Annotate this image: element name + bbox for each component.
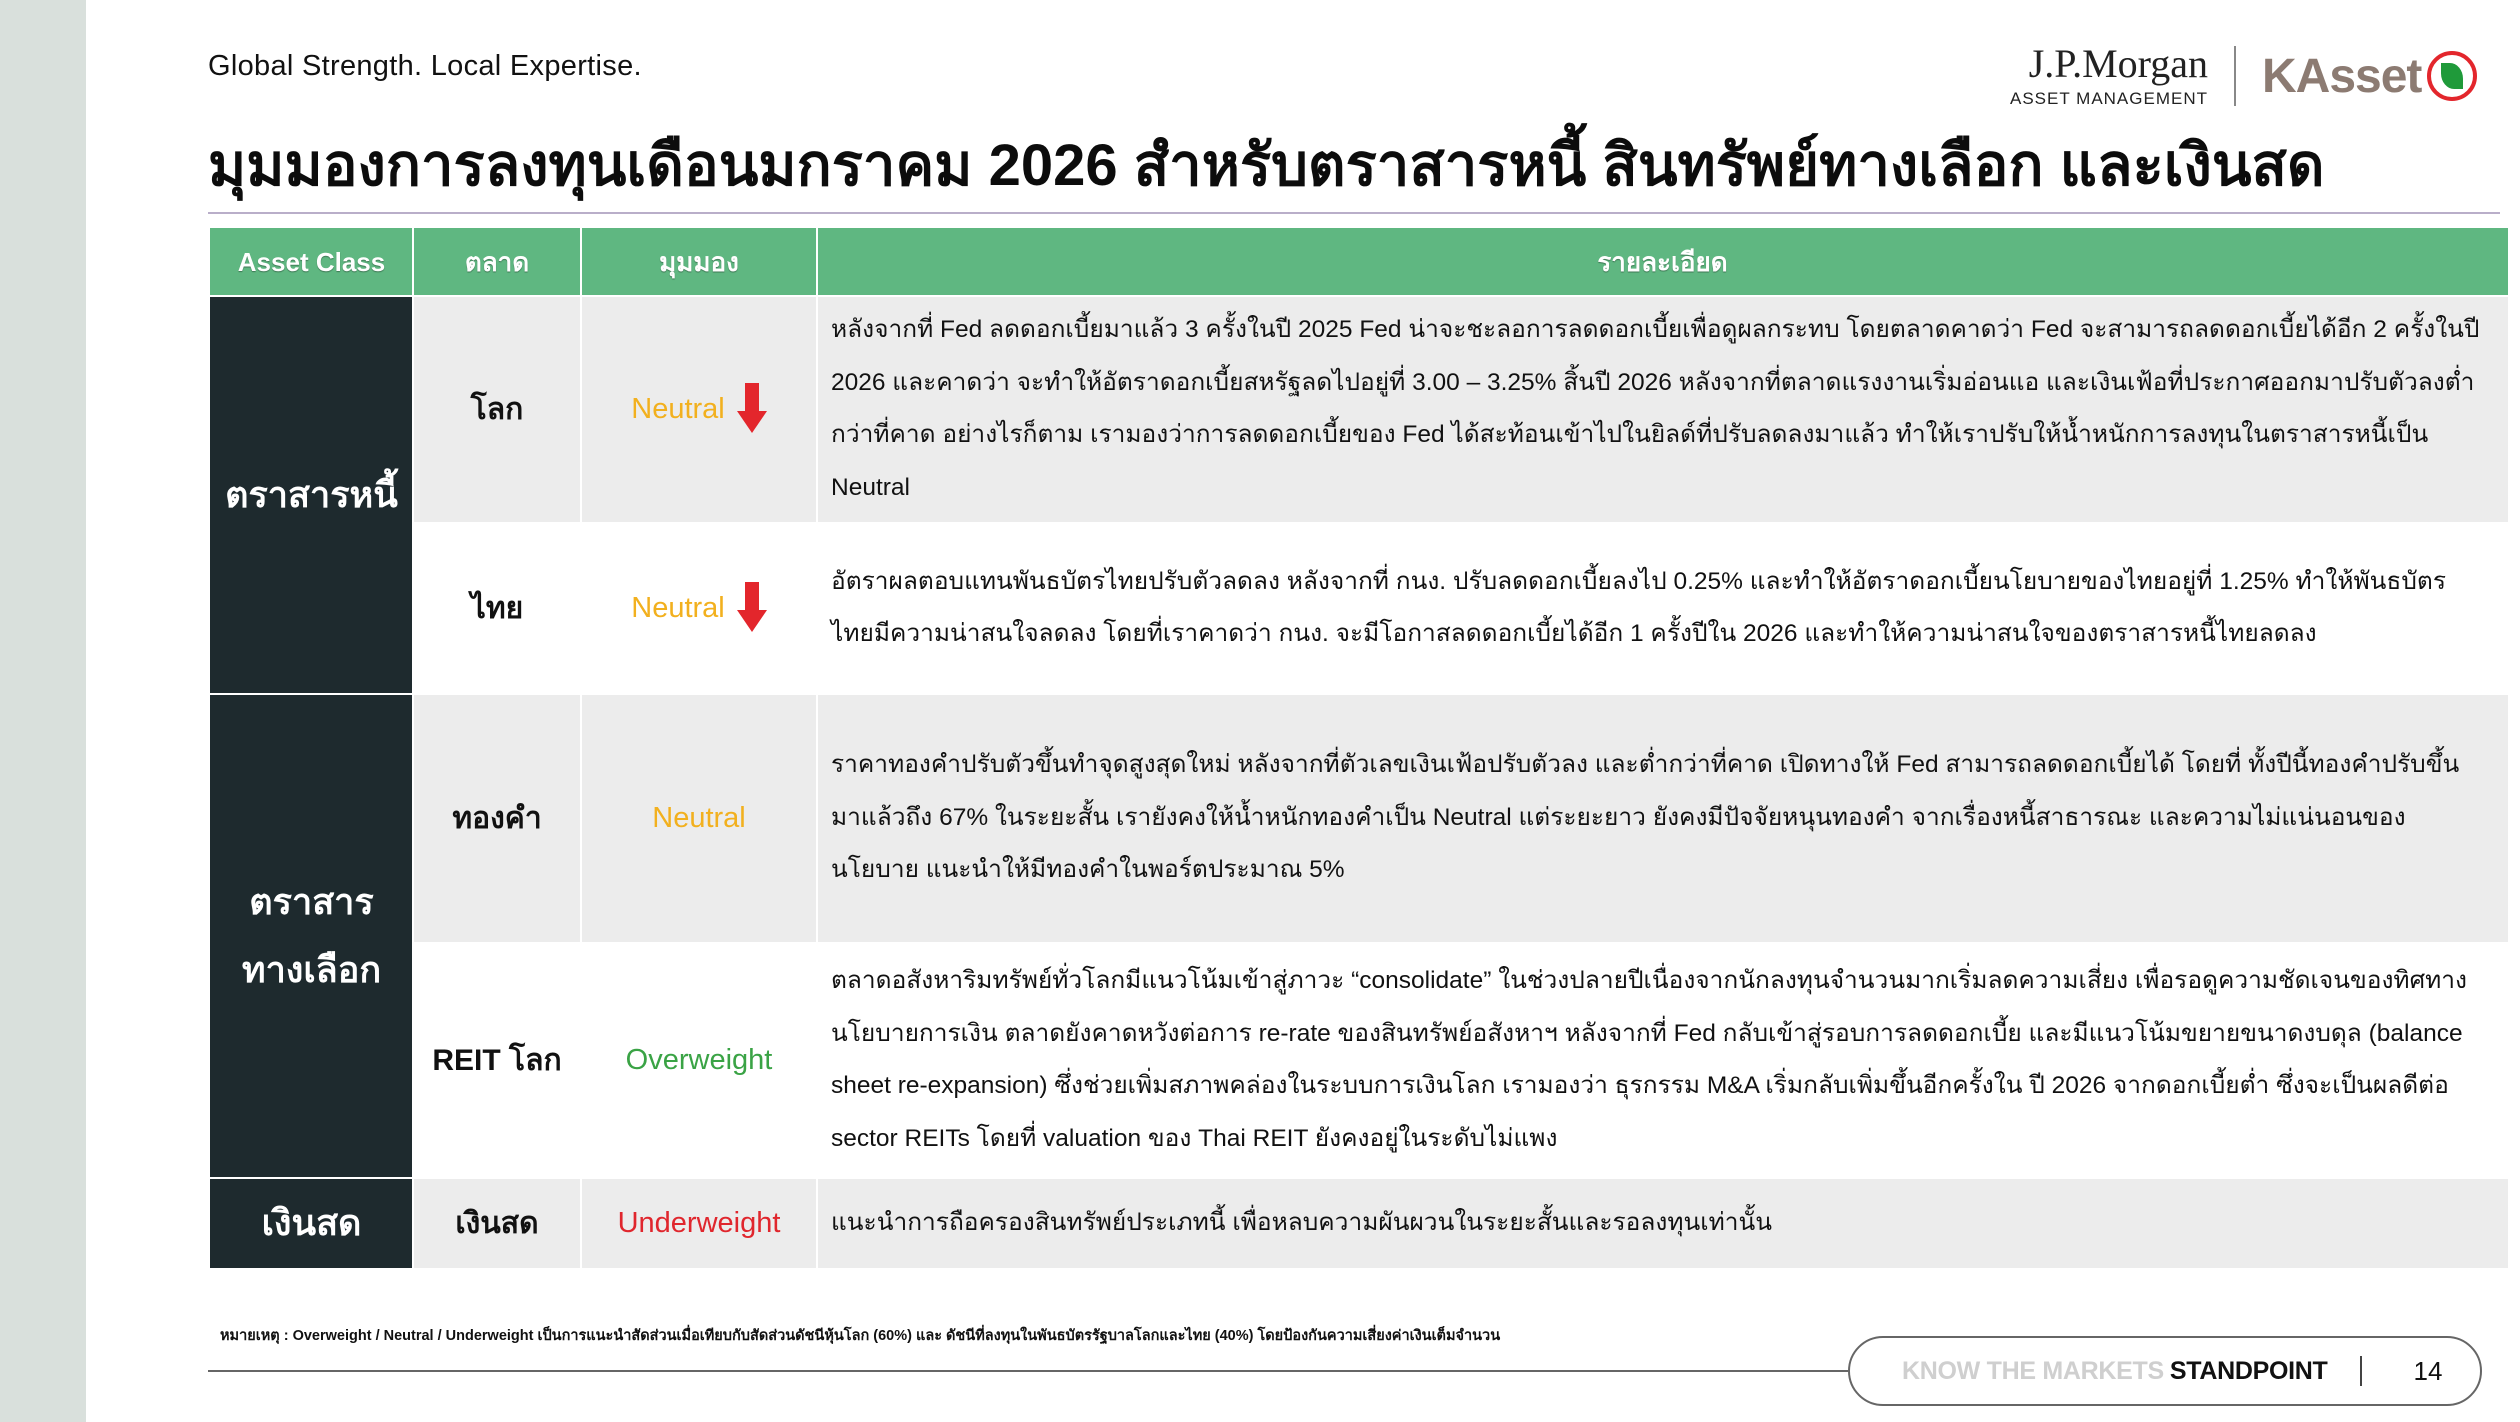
logo-divider xyxy=(2234,46,2236,106)
grid-line xyxy=(580,228,582,1268)
footnote: หมายเหตุ : Overweight / Neutral / Underweight เป็นการแนะนำสัดส่วนเมื่อเทียบกับสัดส่วนดัชนีหุ้นโลก (60%) และ ดัชนีที่ลงทุนในพันธบัตรรัฐบาลโลกและไทย (40%) โดยป้องกันความเสี่ยงค่าเงินเต็มจำนวน xyxy=(220,1328,1501,1344)
view-thai-bond xyxy=(581,522,817,694)
title-divider xyxy=(208,212,2500,214)
footer-divider xyxy=(208,1370,1848,1372)
detail-global-reit: ตลาดอสังหาริมทรัพย์ทั่วโลกมีแนวโน้มเข้าสู่ภาวะ “consolidate” ในช่วงปลายปีเนื่องจากนักลงทุนจำนวนมากเริ่มลดความเสี่ยง เพื่อรอดูความชัดเจนของทิศทางนโยบายการเงิน ตลาดยังคาดหวังต่อการ re-rate ของสินทรัพย์อสังหาฯ หลังจากที่ Fed กลับเข้าสู่รอบการลดดอกเบี้ย และมีแนวโน้มขยายขนาดงบดุล (balance sheet re-expansion) ซึ่งช่วยเพิ่มสภาพคล่องในระบบการเงินโลก เรามองว่า ธุรกรรม M&A เริ่มกลับเพิ่มขึ้นอีกครั้งใน ปี 2026 จากดอกเบี้ยต่ำ ซึ่งจะเป็นผลดีต่อ sector REITs โดยที่ valuation ของ Thai REIT ยังคงอยู่ในระดับไม่แพง xyxy=(817,942,2508,1178)
view-global-reit xyxy=(581,942,817,1178)
asset-class-alternatives: ตราสาร ทางเลือก xyxy=(210,694,413,1178)
jpmorgan-logo xyxy=(2010,43,2208,109)
detail-cash: แนะนำการถือครองสินทรัพย์ประเภทนี้ เพื่อหลบความผันผวนในระยะสั้นและรอลงทุนเท่านั้น xyxy=(817,1178,2508,1268)
left-accent-bar xyxy=(0,0,86,1422)
view-global-bond xyxy=(581,296,817,522)
grid-line xyxy=(816,228,818,1268)
market-cash: เงินสด xyxy=(413,1178,581,1268)
view-gold xyxy=(581,694,817,942)
down-arrow-icon xyxy=(737,582,767,634)
grid-line xyxy=(412,228,414,1268)
footer-standpoint: STANDPOINT xyxy=(2169,1356,2328,1385)
market-gold: ทองคำ xyxy=(413,694,581,942)
detail-global-bond: หลังจากที่ Fed ลดดอกเบี้ยมาแล้ว 3 ครั้งในปี 2025 Fed น่าจะชะลอการลดดอกเบี้ยเพื่อดูผลกระทบ โดยตลาดคาดว่า Fed จะสามารถลดดอกเบี้ยได้อีก 2 ครั้งในปี 2026 และคาดว่า จะทำให้อัตราดอกเบี้ยสหรัฐลดไปอยู่ที่ 3.00 – 3.25% สิ้นปี 2026 หลังจากที่ตลาดแรงงานเริ่มอ่อนแอ และเงินเฟ้อที่ประกาศออกมาปรับตัวลงต่ำกว่าที่คาด อย่างไรก็ตาม เรามองว่าการลดดอกเบี้ยของ Fed ได้สะท้อนเข้าไปในยิลด์ที่ปรับลดลงมาแล้ว ทำให้เราปรับให้น้ำหนักการลงทุนในตราสารหนี้เป็น Neutral xyxy=(817,296,2508,522)
kasset-logo xyxy=(2262,49,2477,104)
footer-know-the-markets: KNOW THE MARKETS xyxy=(1902,1356,2164,1385)
asset-class-bonds: ตราสารหนี้ xyxy=(210,296,413,694)
view-label-underweight: Underweight xyxy=(617,1206,781,1239)
jpmorgan-logo-name: J.P.Morgan xyxy=(2028,41,2208,86)
footer-divider-bar xyxy=(2360,1356,2362,1386)
header-detail: รายละเอียด xyxy=(817,228,2508,296)
view-label-neutral: Neutral xyxy=(652,801,746,834)
grid-line xyxy=(210,693,2508,695)
view-label-neutral: Neutral xyxy=(631,392,725,425)
header-asset-class: Asset Class xyxy=(210,228,413,296)
tagline: Global Strength. Local Expertise. xyxy=(208,50,642,82)
jpmorgan-logo-subtitle: ASSET MANAGEMENT xyxy=(2010,89,2208,108)
market-global-reit: REIT โลก xyxy=(413,942,581,1178)
header-view: มุมมอง xyxy=(581,228,817,296)
footer-badge xyxy=(1848,1336,2482,1406)
kasset-logo-text: KAsset xyxy=(2262,49,2422,103)
kasset-leaf-icon xyxy=(2427,51,2477,101)
down-arrow-icon xyxy=(737,383,767,435)
detail-gold: ราคาทองคำปรับตัวขึ้นทำจุดสูงสุดใหม่ หลังจากที่ตัวเลขเงินเฟ้อปรับตัวลง และต่ำกว่าที่คาด เปิดทางให้ Fed สามารถลดดอกเบี้ยได้ โดยที่ ทั้งปีนี้ทองคำปรับขึ้นมาแล้วถึง 67% ในระยะสั้น เรายังคงให้น้ำหนักทองคำเป็น Neutral แต่ระยะยาว ยังคงมีปัจจัยหนุนทองคำ จากเรื่องหนี้สาธารณะ และความไม่แน่นอนของนโยบาย แนะนำให้มีทองคำในพอร์ตประมาณ 5% xyxy=(817,694,2508,942)
grid-line xyxy=(210,1177,2508,1179)
view-label-neutral: Neutral xyxy=(631,591,725,624)
detail-thai-bond: อัตราผลตอบแทนพันธบัตรไทยปรับตัวลดลง หลังจากที่ กนง. ปรับลดดอกเบี้ยลงไป 0.25% และทำให้อัตราดอกเบี้ยนโยบายของไทยอยู่ที่ 1.25% ทำให้พันธบัตรไทยมีความน่าสนใจลดลง โดยที่เราคาดว่า กนง. จะมีโอกาสลดดอกเบี้ยได้อีก 1 ครั้งปีใน 2026 และทำให้ความน่าสนใจของตราสารหนี้ไทยลดลง xyxy=(817,522,2508,694)
page-number: 14 xyxy=(2413,1355,2443,1386)
page-title: มุมมองการลงทุนเดือนมกราคม 2026 สำหรับตราสารหนี้ สินทรัพย์ทางเลือก และเงินสด xyxy=(208,133,2325,198)
view-cash xyxy=(581,1178,817,1268)
view-label-overweight: Overweight xyxy=(625,1043,773,1076)
asset-class-cash: เงินสด xyxy=(210,1178,413,1268)
market-global-bond: โลก xyxy=(413,296,581,522)
grid-line xyxy=(210,295,2508,297)
market-thai-bond: ไทย xyxy=(413,522,581,694)
logo-group xyxy=(2010,36,2477,116)
investment-view-table xyxy=(210,228,2508,1268)
header-market: ตลาด xyxy=(413,228,581,296)
